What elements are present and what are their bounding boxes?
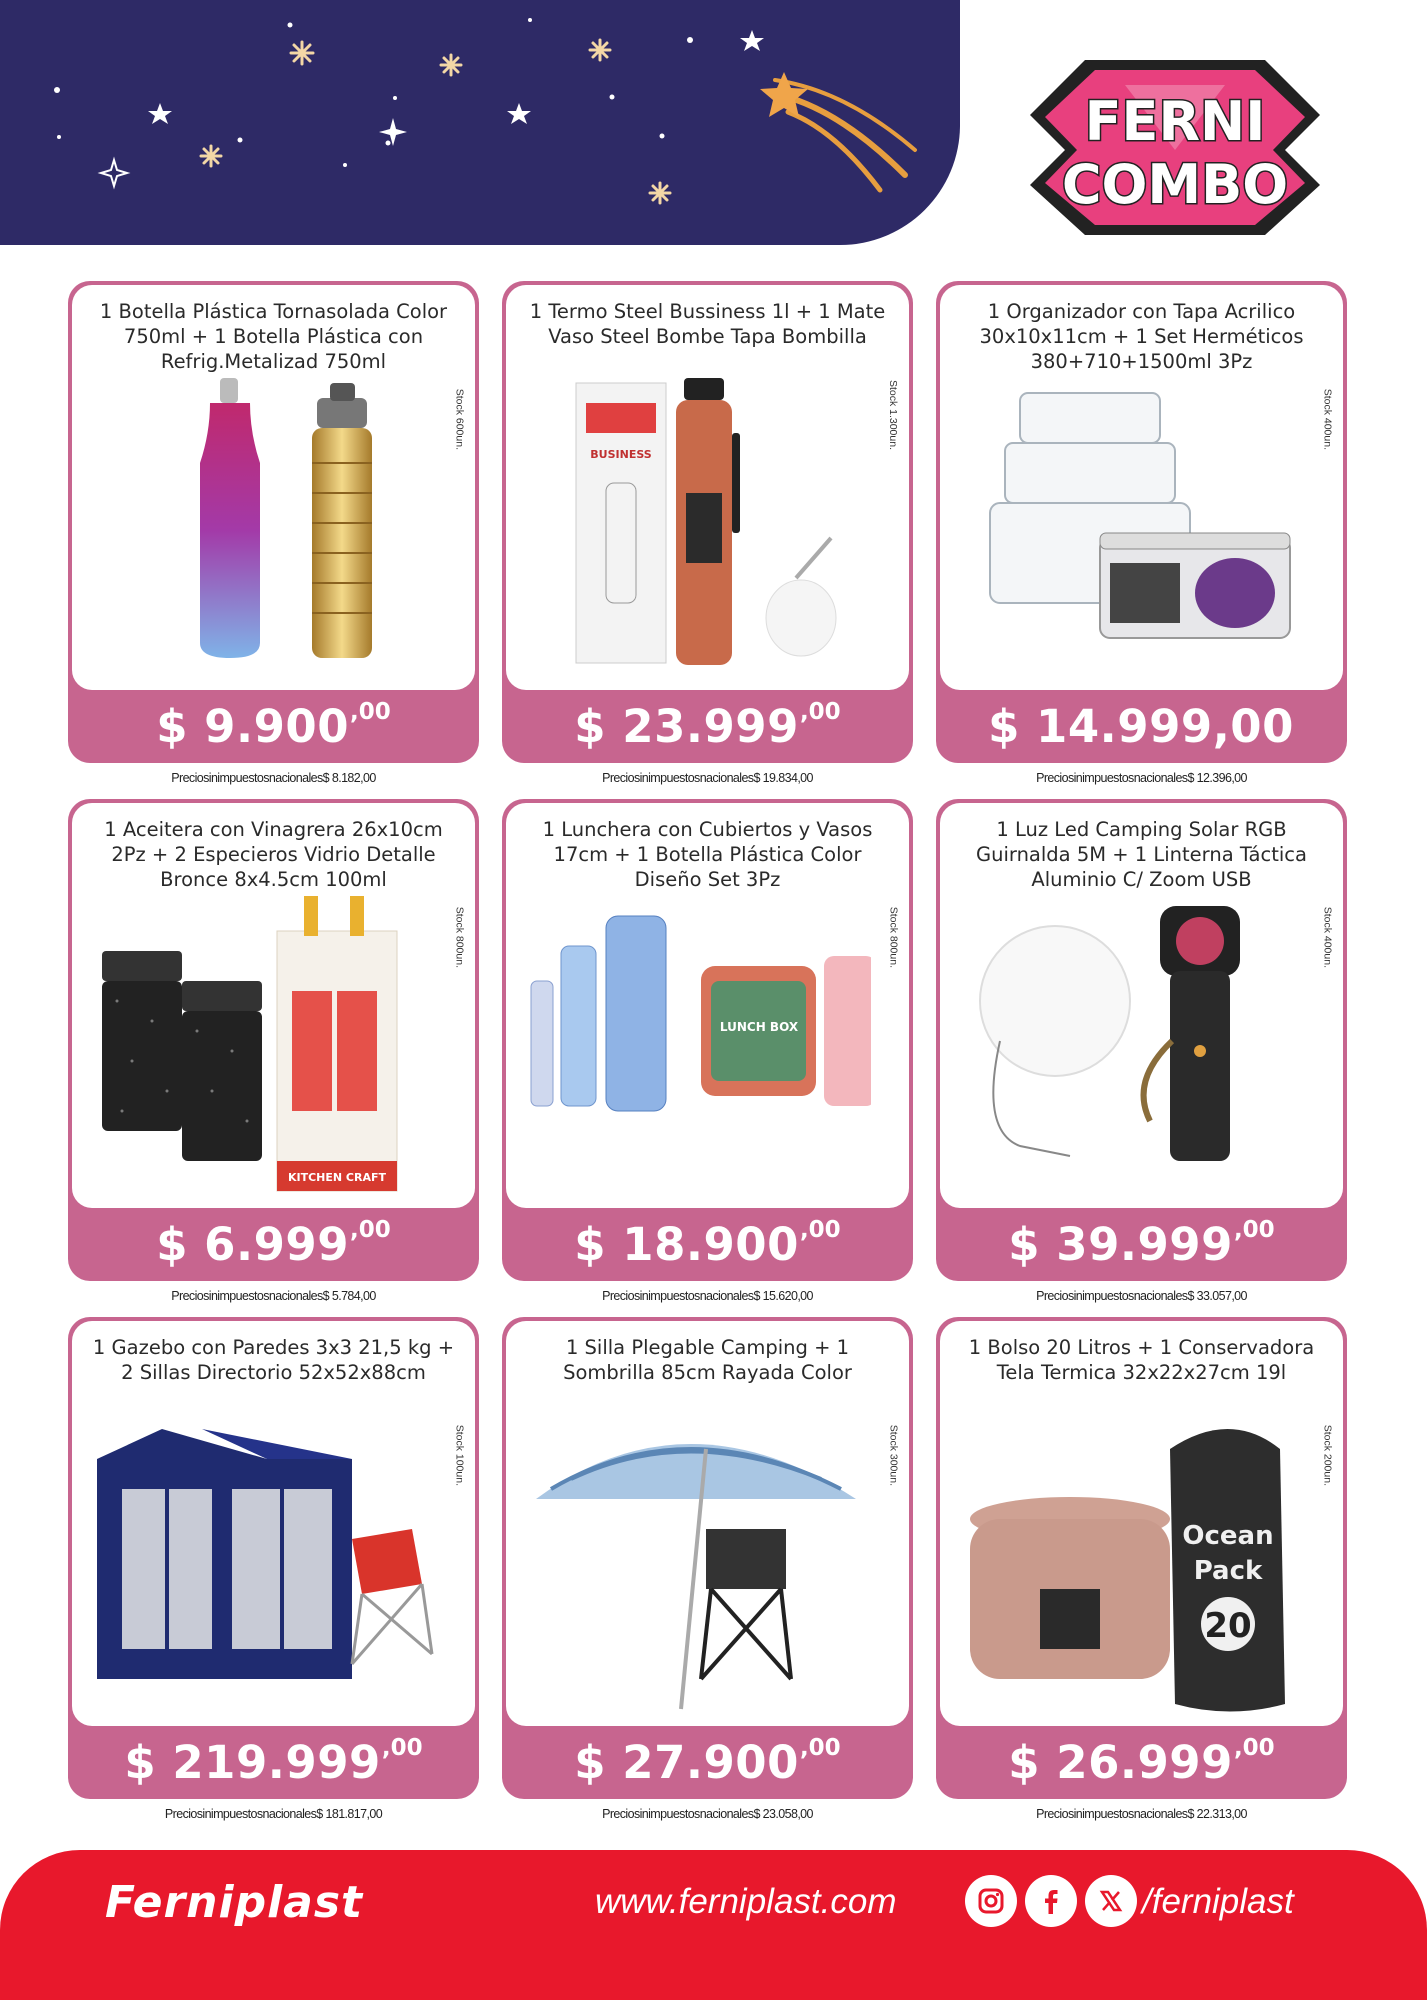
price-without-taxes: Preciosinimpuestosnacionales$ 22.313,00 — [1036, 1807, 1247, 1821]
product-card[interactable] — [502, 281, 913, 785]
price-banner — [936, 689, 1347, 763]
product-title: 1 Lunchera con Cubiertos y Vasos 17cm + 1 Botella Plástica Color Diseño Set 3Pz — [542, 818, 873, 891]
card-body — [506, 285, 909, 690]
price-cents: ,00 — [381, 1735, 423, 1761]
website-link[interactable]: www.ferniplast.com — [595, 1882, 897, 1921]
price-without-taxes: Preciosinimpuestosnacionales$ 23.058,00 — [602, 1807, 813, 1821]
social-handle[interactable]: /ferniplast — [1142, 1882, 1294, 1921]
stock-label: Stock 300un. — [887, 1424, 899, 1486]
facebook-icon[interactable] — [1025, 1875, 1077, 1927]
bag-text-number: 20 — [1204, 1606, 1252, 1646]
logo-text-ferni: FERNI — [1084, 90, 1266, 153]
box-brand-text: KITCHEN CRAFT — [287, 1171, 387, 1184]
price-cents: ,00 — [1233, 1217, 1275, 1243]
logo-text-combo: COMBO — [1061, 153, 1289, 216]
card-body — [72, 803, 475, 1208]
product-title: 1 Gazebo con Paredes 3x3 21,5 kg + 2 Sillas Directorio 52x52x88cm — [92, 1336, 455, 1384]
price-cents: ,00 — [350, 1217, 391, 1243]
price-without-taxes: Preciosinimpuestosnacionales$ 181.817,00 — [164, 1807, 383, 1821]
price-banner — [68, 1207, 479, 1281]
price-main: $ 219.999 — [124, 1735, 381, 1789]
card-body — [72, 1321, 475, 1726]
price-cents: ,00 — [799, 699, 841, 725]
product-title: 1 Aceitera con Vinagrera 26x10cm 2Pz + 2 Especieros Vidrio Detalle Bronce 8x4.5cm 100ml — [104, 818, 443, 891]
product-card[interactable] — [936, 799, 1347, 1303]
footer-bar — [0, 1850, 1427, 2000]
price-banner — [502, 1725, 913, 1799]
price-without-taxes: Preciosinimpuestosnacionales$ 12.396,00 — [1036, 771, 1247, 785]
product-card[interactable] — [68, 281, 479, 785]
card-body — [506, 1321, 909, 1726]
price-without-taxes: Preciosinimpuestosnacionales$ 15.620,00 — [602, 1289, 813, 1303]
social-icons — [965, 1875, 1145, 1927]
stock-label: Stock 100un. — [453, 1424, 465, 1486]
product-title: 1 Luz Led Camping Solar RGB Guirnalda 5M + 1 Linterna Táctica Aluminio C/ Zoom USB — [976, 818, 1307, 891]
product-title: 1 Botella Plástica Tornasolada Color 750ml + 1 Botella Plástica con Refrig.Metalizad 750ml — [99, 300, 448, 373]
price-without-taxes: Preciosinimpuestosnacionales$ 33.057,00 — [1036, 1289, 1247, 1303]
brand-logo-text: Ferniplast — [105, 1877, 364, 1928]
thermos-mate-image — [526, 373, 871, 678]
x-icon[interactable] — [1085, 1875, 1137, 1927]
stock-label: Stock 200un. — [1321, 1424, 1333, 1486]
price-banner — [68, 689, 479, 763]
stock-label: Stock 400un. — [1321, 906, 1333, 968]
product-title: 1 Bolso 20 Litros + 1 Conservadora Tela Termica 32x22x27cm 19l — [968, 1336, 1315, 1384]
stock-label: Stock 400un. — [1321, 388, 1333, 450]
price-without-taxes: Preciosinimpuestosnacionales$ 5.784,00 — [171, 1289, 376, 1303]
oil-spice-image — [92, 891, 437, 1196]
price-banner — [936, 1207, 1347, 1281]
card-body — [72, 285, 475, 690]
price-banner — [502, 689, 913, 763]
starry-sky-decoration — [0, 0, 960, 245]
price-main: $ 26.999 — [1008, 1735, 1233, 1789]
card-body — [940, 1321, 1343, 1726]
box-brand-text: BUSINESS — [590, 448, 652, 461]
shooting-star-icon — [760, 72, 915, 190]
card-body — [940, 803, 1343, 1208]
price-cents: ,00 — [799, 1735, 841, 1761]
price-without-taxes: Preciosinimpuestosnacionales$ 19.834,00 — [602, 771, 813, 785]
card-body — [940, 285, 1343, 690]
product-title: 1 Silla Plegable Camping + 1 Sombrilla 85cm Rayada Color — [563, 1336, 852, 1384]
stock-label: Stock 1.300un. — [887, 379, 899, 450]
product-card[interactable] — [68, 1317, 479, 1821]
price-banner — [68, 1725, 479, 1799]
price-main: $ 27.900 — [574, 1735, 799, 1789]
instagram-icon[interactable] — [965, 1875, 1017, 1927]
price-main: $ 18.900 — [574, 1217, 799, 1271]
containers-image — [960, 373, 1305, 678]
price-main: $ 23.999 — [574, 699, 799, 753]
price-without-taxes: Preciosinimpuestosnacionales$ 8.182,00 — [171, 771, 376, 785]
price-main: $ 9.900 — [156, 699, 350, 753]
price-main: $ 14.999,00 — [988, 699, 1294, 753]
price-main: $ 39.999 — [1008, 1217, 1233, 1271]
bag-text-ocean: Ocean — [1182, 1521, 1274, 1551]
stock-label: Stock 800un. — [887, 906, 899, 968]
product-card[interactable] — [502, 1317, 913, 1821]
card-body — [506, 803, 909, 1208]
price-cents: ,00 — [350, 699, 391, 725]
stock-label: Stock 800un. — [453, 906, 465, 968]
star-icon — [507, 103, 531, 124]
product-card[interactable] — [68, 799, 479, 1303]
price-cents: ,00 — [799, 1217, 841, 1243]
product-card[interactable] — [936, 1317, 1347, 1821]
stock-label: Stock 600un. — [453, 388, 465, 450]
price-banner — [936, 1725, 1347, 1799]
header-band — [0, 0, 960, 245]
price-main: $ 6.999 — [156, 1217, 350, 1271]
star-icon — [148, 103, 172, 124]
gazebo-image — [92, 1409, 437, 1714]
price-cents: ,00 — [1233, 1735, 1275, 1761]
box-brand-text: LUNCH BOX — [719, 1020, 799, 1034]
product-title: 1 Termo Steel Bussiness 1l + 1 Mate Vaso Steel Bombe Tapa Bombilla — [529, 300, 886, 348]
product-card[interactable] — [936, 281, 1347, 785]
price-banner — [502, 1207, 913, 1281]
umbrella-chair-image — [526, 1409, 871, 1714]
product-title: 1 Organizador con Tapa Acrilico 30x10x11cm + 1 Set Herméticos 380+710+1500ml 3Pz — [979, 300, 1304, 373]
star-icon — [740, 30, 764, 51]
dry-bag-image — [960, 1409, 1305, 1714]
bag-text-pack: Pack — [1193, 1556, 1263, 1586]
water-bottles-image — [92, 373, 437, 678]
flashlight-image — [960, 891, 1305, 1196]
lunchbox-image — [526, 891, 871, 1196]
product-card[interactable] — [502, 799, 913, 1303]
ferni-combo-logo — [1025, 55, 1325, 240]
